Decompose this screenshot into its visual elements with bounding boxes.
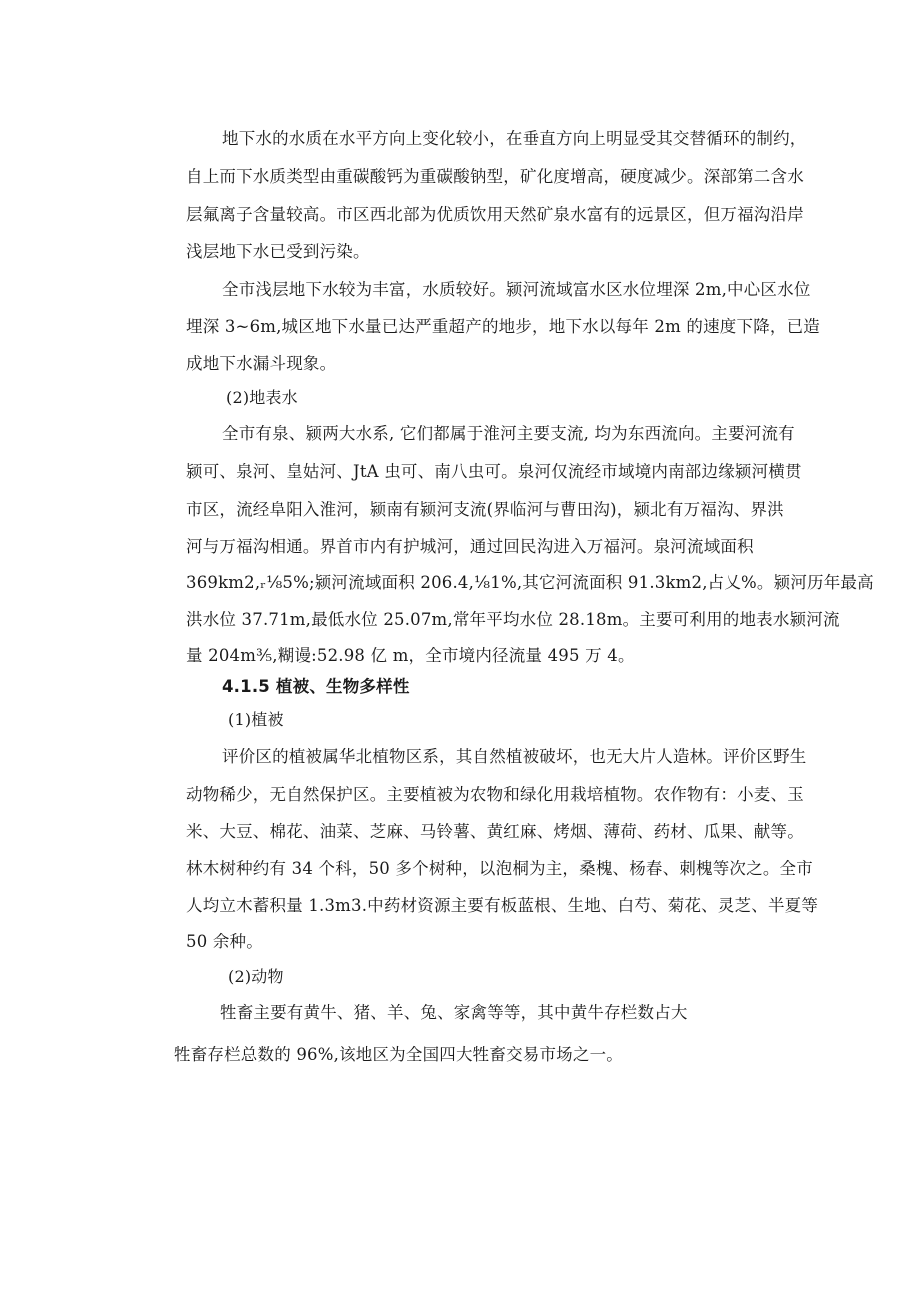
surface-water-line: 市区，流经阜阳入淮河，颍南有颍河支流(界临河与曹田沟)，颍北有万福沟、界洪 <box>186 500 784 519</box>
surface-water-line: 量 204m⅗,糊谩:52.98 亿 m，全市境内径流量 495 万 4。 <box>186 646 635 665</box>
animals-line: 牲畜主要有黄牛、猪、羊、兔、家禽等等，其中黄牛存栏数占大 <box>220 1003 688 1022</box>
section-heading: 4.1.5 植被、生物多样性 <box>222 677 410 696</box>
vegetation-line: 50 余种。 <box>186 932 263 951</box>
surface-water-line: 369km2,ᵣ⅛5%;颍河流域面积 206.4,⅛1%,其它河流面积 91.3km2,占乂%。颍河历年最高 <box>186 573 874 592</box>
groundwater-para1-line: 地下水的水质在水平方向上变化较小，在垂直方向上明显受其交替循环的制约， <box>222 129 807 148</box>
groundwater-para1-line: 自上而下水质类型由重碳酸钙为重碳酸钠型，矿化度增高，硬度减少。深部第二含水 <box>186 167 804 186</box>
vegetation-line: 米、大豆、棉花、油菜、芝麻、马铃薯、黄红麻、烤烟、薄荷、药材、瓜果、献等。 <box>186 822 804 841</box>
surface-water-line: 全市有泉、颍两大水系, 它们都属于淮河主要支流, 均为东西流向。主要河流有 <box>222 424 795 443</box>
groundwater-para1-line: 层氟离子含量较高。市区西北部为优质饮用天然矿泉水富有的远景区，但万福沟沿岸 <box>186 205 804 224</box>
groundwater-para2-line: 成地下水漏斗现象。 <box>186 354 337 373</box>
groundwater-para2-line: 埋深 3~6m,城区地下水量已达严重超产的地步，地下水以每年 2m 的速度下降，已造 <box>186 317 820 336</box>
surface-water-line: 颍可、泉河、皇姑河、JtA 虫可、南八虫可。泉河仅流经市域境内南部边缘颍河横贯 <box>186 462 802 481</box>
surface-water-title: (2)地表水 <box>226 388 298 407</box>
groundwater-para2-line: 全市浅层地下水较为丰富，水质较好。颍河流域富水区水位埋深 2m,中心区水位 <box>222 280 811 299</box>
animals-line: 牲畜存栏总数的 96%,该地区为全国四大牲畜交易市场之一。 <box>174 1045 623 1064</box>
animals-title: (2)动物 <box>228 967 284 986</box>
vegetation-title: (1)植被 <box>228 710 284 729</box>
surface-water-line: 洪水位 37.71m,最低水位 25.07m,常年平均水位 28.18m。主要可利用的地表水颍河流 <box>186 610 840 629</box>
groundwater-para1-line: 浅层地下水已受到污染。 <box>186 242 370 261</box>
vegetation-line: 评价区的植被属华北植物区系，其自然植被破坏，也无大片人造林。评价区野生 <box>222 747 807 766</box>
surface-water-line: 河与万福沟相通。界首市内有护城河，通过回民沟进入万福河。泉河流域面积 <box>186 537 754 556</box>
vegetation-line: 人均立木蓄积量 1.3m3.中药材资源主要有板蓝根、生地、白芍、菊花、灵芝、半夏等 <box>186 896 819 915</box>
vegetation-line: 动物稀少，无自然保护区。主要植被为农物和绿化用栽培植物。农作物有：小麦、玉 <box>186 785 804 804</box>
vegetation-line: 林木树种约有 34 个科，50 多个树种，以泡桐为主，桑槐、杨春、刺槐等次之。全市 <box>186 859 813 878</box>
